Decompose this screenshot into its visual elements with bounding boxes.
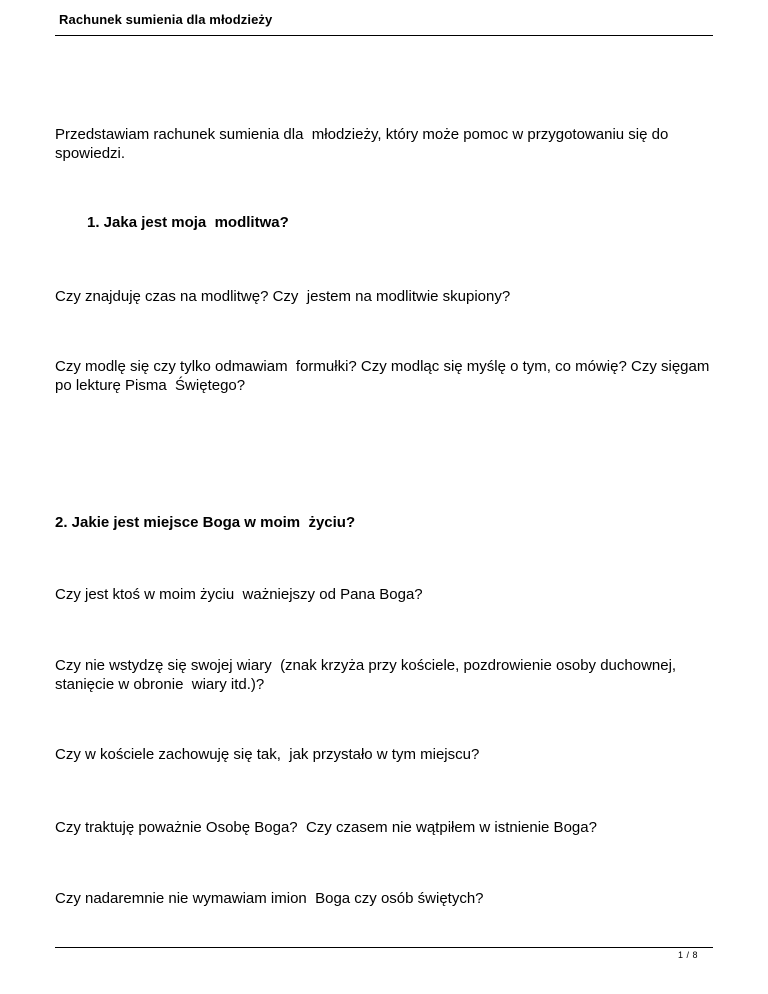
section-1-paragraph-2: Czy modlę się czy tylko odmawiam formułki? Czy modląc się myślę o tym, co mówię? Czy sięgam po lekturę Pisma Świętego?: [55, 358, 714, 394]
section-1-heading: 1. Jaka jest moja modlitwa?: [87, 214, 289, 231]
intro-paragraph: Przedstawiam rachunek sumienia dla młodzieży, który może pomoc w przygotowaniu się do spowiedzi.: [55, 126, 673, 162]
section-2-heading: 2. Jakie jest miejsce Boga w moim życiu?: [55, 514, 356, 531]
section-2-paragraph-3: Czy w kościele zachowuję się tak, jak przystało w tym miejscu?: [55, 746, 480, 763]
section-2-paragraph-5: Czy nadaremnie nie wymawiam imion Boga czy osób świętych?: [55, 890, 484, 907]
section-2-paragraph-4: Czy traktuję poważnie Osobę Boga? Czy czasem nie wątpiłem w istnienie Boga?: [55, 819, 597, 836]
header-divider: [55, 35, 713, 36]
section-2-paragraph-2: Czy nie wstydzę się swojej wiary (znak krzyża przy kościele, pozdrowienie osoby duchownej, stanięcie w obronie wiary itd.)?: [55, 657, 681, 693]
section-2-paragraph-1: Czy jest ktoś w moim życiu ważniejszy od Pana Boga?: [55, 586, 423, 603]
footer-divider: [55, 947, 713, 948]
document-header-title: Rachunek sumienia dla młodzieży: [59, 12, 273, 27]
section-1-paragraph-1: Czy znajduję czas na modlitwę? Czy jestem na modlitwie skupiony?: [55, 288, 511, 305]
page-number: 1 / 8: [677, 950, 698, 960]
